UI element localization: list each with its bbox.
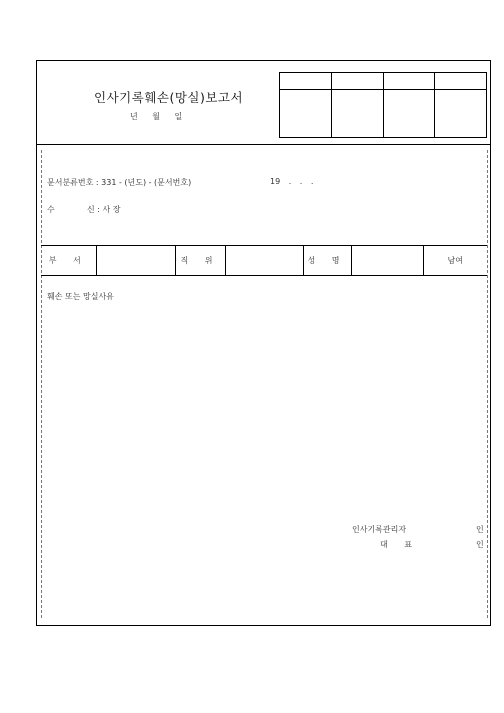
approval-header-cell[interactable] xyxy=(435,73,487,90)
approval-sign-cell[interactable] xyxy=(435,90,487,138)
recipient-label: 수 xyxy=(47,205,55,214)
approval-header-cell[interactable] xyxy=(280,73,332,90)
representative-label: 대 표 xyxy=(380,540,412,549)
approval-header-cell[interactable] xyxy=(383,73,435,90)
left-dashed-guide xyxy=(41,150,42,618)
approval-sign-cell[interactable] xyxy=(331,90,383,138)
classification-date: 19 . . . xyxy=(270,177,314,186)
reason-label: 훼손 또는 망실사유 xyxy=(47,292,114,301)
employee-info-row xyxy=(41,245,487,276)
name-value-cell[interactable] xyxy=(351,246,423,276)
approval-header-cell[interactable] xyxy=(331,73,383,90)
position-label: 직 위 xyxy=(175,246,225,276)
representative-seal: 인 xyxy=(476,540,484,549)
recipient-value: 신 : 사 장 xyxy=(87,205,121,214)
dept-label: 부 서 xyxy=(41,246,96,276)
page-title: 인사기록훼손(망실)보고서 xyxy=(94,90,244,105)
approval-sign-cell[interactable] xyxy=(383,90,435,138)
records-manager-label: 인사기록관리자 xyxy=(352,525,407,534)
name-label: 성 명 xyxy=(303,246,351,276)
approval-box xyxy=(279,72,487,138)
records-manager-seal: 인 xyxy=(476,525,484,534)
position-value-cell[interactable] xyxy=(225,246,303,276)
date-line: 년 월 일 xyxy=(130,112,183,121)
dept-value-cell[interactable] xyxy=(96,246,175,276)
header-divider xyxy=(36,144,491,145)
classification-number: 문서분류번호 : 331 - (년도) - (문서번호) xyxy=(47,178,192,187)
approval-sign-cell[interactable] xyxy=(280,90,332,138)
gender-label: 남여 xyxy=(423,246,487,276)
right-dashed-guide xyxy=(487,150,488,618)
